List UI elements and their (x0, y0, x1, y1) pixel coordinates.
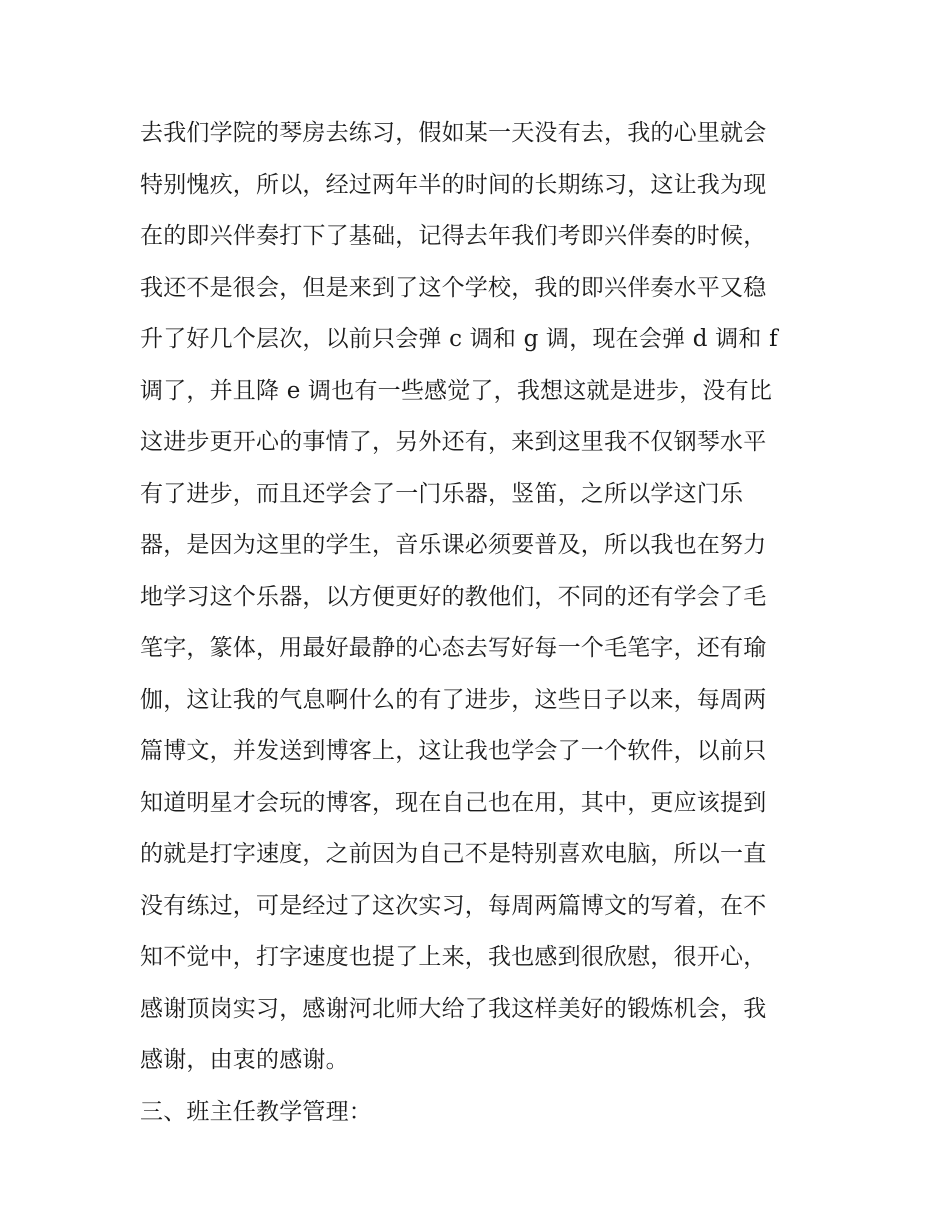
text-line: 的就是打字速度，之前因为自己不是特别喜欢电脑，所以一直 (140, 841, 767, 867)
text-line: 笔字，篆体，用最好最静的心态去写好每一个毛笔字，还有瑜 (140, 635, 767, 661)
text-line: 篇博文，并发送到博客上，这让我也学会了一个软件，以前只 (140, 738, 767, 764)
body-text (140, 108, 820, 1138)
text-line: 感谢，由衷的感谢。 (140, 1047, 349, 1073)
text-line: 去我们学院的琴房去练习，假如某一天没有去，我的心里就会 (140, 120, 767, 146)
text-line: 知不觉中，打字速度也提了上来，我也感到很欣慰，很开心， (140, 944, 767, 970)
text-line: 调了，并且降 e 调也有一些感觉了，我想这就是进步，没有比 (140, 377, 773, 404)
text-line: 升了好几个层次，以前只会弹 c 调和 g 调，现在会弹 d 调和 f (140, 326, 778, 352)
text-line: 地学习这个乐器，以方便更好的教他们，不同的还有学会了毛 (140, 583, 767, 610)
text-line: 这进步更开心的事情了，另外还有，来到这里我不仅钢琴水平 (140, 429, 767, 455)
text-line: 在的即兴伴奏打下了基础，记得去年我们考即兴伴奏的时候， (140, 223, 767, 249)
text-line: 我还不是很会，但是来到了这个学校，我的即兴伴奏水平又稳 (140, 274, 767, 301)
text-line: 感谢顶岗实习，感谢河北师大给了我这样美好的锻炼机会，我 (140, 995, 767, 1022)
section-heading: 三、班主任教学管理： (140, 1098, 372, 1125)
text-line: 知道明星才会玩的博客，现在自己也在用，其中，更应该提到 (140, 789, 767, 816)
text-line: 有了进步，而且还学会了一门乐器，竖笛，之所以学这门乐 (140, 480, 744, 507)
text-line: 没有练过，可是经过了这次实习，每周两篇博文的写着，在不 (140, 892, 767, 919)
text-line: 伽，这让我的气息啊什么的有了进步，这些日子以来，每周两 (140, 686, 767, 713)
text-line: 特别愧疚，所以，经过两年半的时间的长期练习，这让我为现 (140, 171, 767, 198)
text-line: 器，是因为这里的学生，音乐课必须要普及，所以我也在努力 (140, 532, 767, 558)
